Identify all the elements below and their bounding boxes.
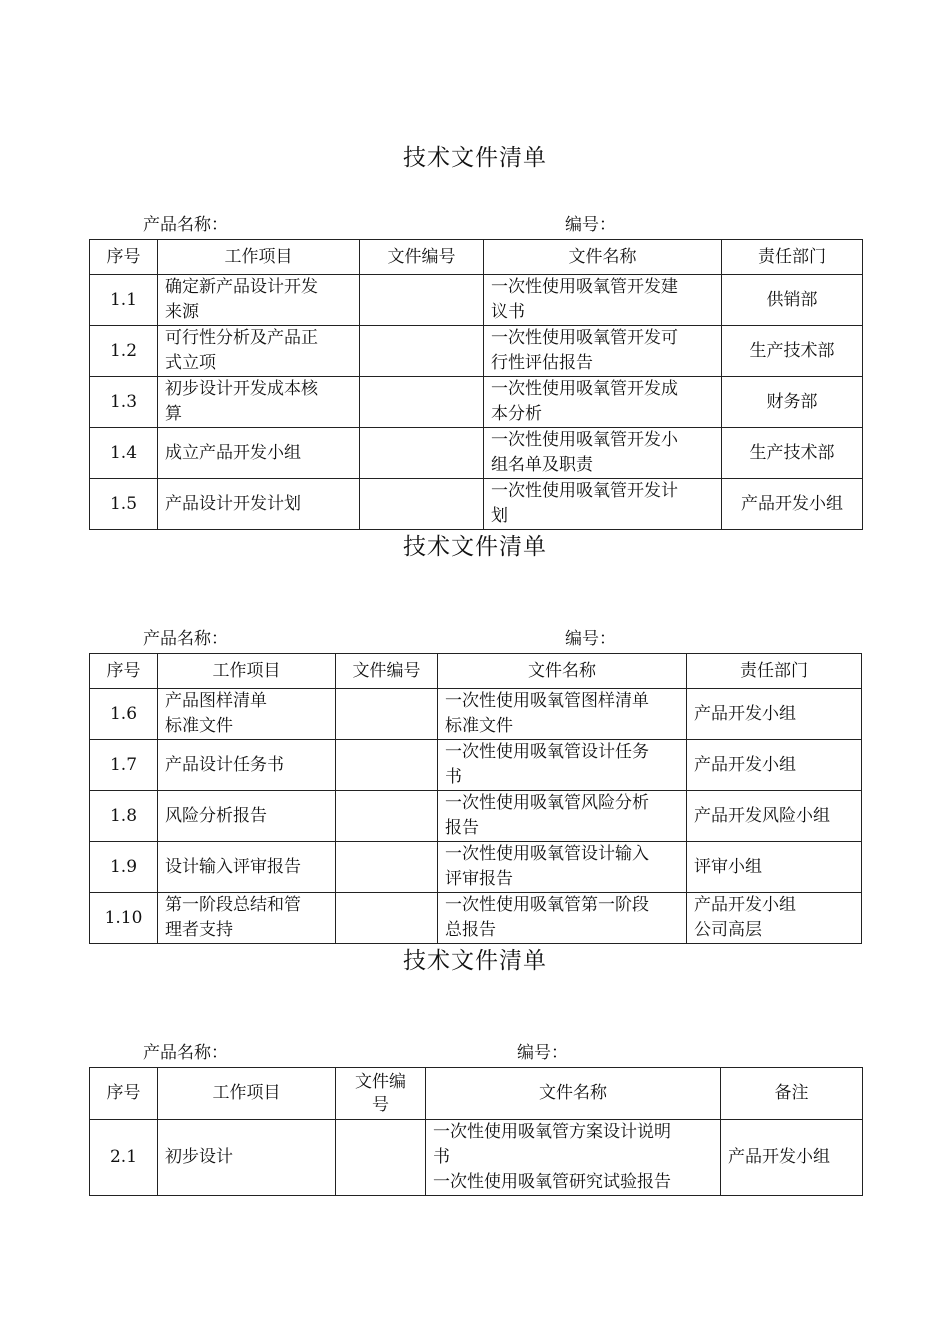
table-row xyxy=(90,842,862,893)
header-item: 工作项目 xyxy=(158,1068,336,1120)
table-row xyxy=(90,740,862,791)
cell-dept: 产品开发小组 xyxy=(722,479,863,530)
cell-file-name: 一次性使用吸氧管风险分析 报告 xyxy=(438,791,687,842)
cell-file-code xyxy=(336,1120,426,1196)
cell-file-code xyxy=(360,275,484,326)
cell-file-name: 一次性使用吸氧管开发建 议书 xyxy=(484,275,722,326)
header-file-name: 文件名称 xyxy=(438,654,687,689)
table-row xyxy=(90,1120,863,1196)
table-header-row xyxy=(90,240,863,275)
cell-item: 产品图样清单 标准文件 xyxy=(158,689,336,740)
section-2-table xyxy=(89,653,862,944)
cell-file-name: 一次性使用吸氧管开发小 组名单及职责 xyxy=(484,428,722,479)
cell-seq: 1.9 xyxy=(90,842,158,893)
cell-seq: 1.6 xyxy=(90,689,158,740)
cell-item: 产品设计开发计划 xyxy=(158,479,360,530)
cell-dept: 产品开发风险小组 xyxy=(687,791,862,842)
cell-file-name: 一次性使用吸氧管第一阶段 总报告 xyxy=(438,893,687,944)
cell-item: 成立产品开发小组 xyxy=(158,428,360,479)
section-1-product-name-label: 产品名称： xyxy=(143,215,228,235)
cell-seq: 1.5 xyxy=(90,479,158,530)
cell-file-name: 一次性使用吸氧管设计任务 书 xyxy=(438,740,687,791)
cell-seq: 1.8 xyxy=(90,791,158,842)
section-2-number-label: 编号： xyxy=(565,629,616,649)
table-row xyxy=(90,377,863,428)
cell-dept: 产品开发小组 xyxy=(687,689,862,740)
cell-dept: 产品开发小组 xyxy=(687,740,862,791)
header-file-code: 文件编号 xyxy=(360,240,484,275)
table-header-row xyxy=(90,1068,863,1120)
cell-file-code xyxy=(360,326,484,377)
cell-seq: 1.7 xyxy=(90,740,158,791)
section-2-product-name-label: 产品名称： xyxy=(143,629,228,649)
cell-file-code xyxy=(336,842,438,893)
section-1-title: 技术文件清单 xyxy=(403,145,547,171)
section-2-title: 技术文件清单 xyxy=(403,534,547,560)
cell-file-code xyxy=(360,479,484,530)
cell-remark: 产品开发小组 xyxy=(721,1120,863,1196)
section-3-table xyxy=(89,1067,863,1196)
table-row xyxy=(90,893,862,944)
section-1-number-label: 编号： xyxy=(565,215,616,235)
cell-seq: 1.2 xyxy=(90,326,158,377)
section-3-title: 技术文件清单 xyxy=(403,948,547,974)
cell-file-code xyxy=(336,893,438,944)
cell-dept: 生产技术部 xyxy=(722,428,863,479)
cell-file-name: 一次性使用吸氧管图样清单 标准文件 xyxy=(438,689,687,740)
cell-item: 第一阶段总结和管 理者支持 xyxy=(158,893,336,944)
cell-item: 初步设计 xyxy=(158,1120,336,1196)
cell-seq: 2.1 xyxy=(90,1120,158,1196)
table-row xyxy=(90,428,863,479)
cell-item: 产品设计任务书 xyxy=(158,740,336,791)
section-3-number-label: 编号： xyxy=(517,1043,568,1063)
table-row xyxy=(90,326,863,377)
cell-file-code xyxy=(360,377,484,428)
cell-dept: 供销部 xyxy=(722,275,863,326)
cell-file-name: 一次性使用吸氧管开发成 本分析 xyxy=(484,377,722,428)
table-row xyxy=(90,791,862,842)
cell-item: 风险分析报告 xyxy=(158,791,336,842)
cell-file-code xyxy=(336,689,438,740)
table-row xyxy=(90,689,862,740)
cell-item: 确定新产品设计开发 来源 xyxy=(158,275,360,326)
cell-file-name: 一次性使用吸氧管设计输入 评审报告 xyxy=(438,842,687,893)
cell-file-name: 一次性使用吸氧管开发可 行性评估报告 xyxy=(484,326,722,377)
header-item: 工作项目 xyxy=(158,240,360,275)
section-1-table xyxy=(89,239,863,530)
cell-file-code xyxy=(336,791,438,842)
cell-dept: 生产技术部 xyxy=(722,326,863,377)
table-row xyxy=(90,275,863,326)
header-dept: 责任部门 xyxy=(722,240,863,275)
cell-item: 可行性分析及产品正 式立项 xyxy=(158,326,360,377)
header-file-code: 文件编 号 xyxy=(336,1068,426,1120)
cell-file-code xyxy=(336,740,438,791)
cell-seq: 1.3 xyxy=(90,377,158,428)
header-file-name: 文件名称 xyxy=(484,240,722,275)
table-row xyxy=(90,479,863,530)
header-file-code: 文件编号 xyxy=(336,654,438,689)
cell-dept: 财务部 xyxy=(722,377,863,428)
cell-seq: 1.4 xyxy=(90,428,158,479)
header-item: 工作项目 xyxy=(158,654,336,689)
cell-dept: 产品开发小组 公司高层 xyxy=(687,893,862,944)
header-file-name: 文件名称 xyxy=(426,1068,721,1120)
header-seq: 序号 xyxy=(90,654,158,689)
cell-file-name: 一次性使用吸氧管开发计 划 xyxy=(484,479,722,530)
section-3-product-name-label: 产品名称： xyxy=(143,1043,228,1063)
table-header-row xyxy=(90,654,862,689)
cell-dept: 评审小组 xyxy=(687,842,862,893)
cell-seq: 1.1 xyxy=(90,275,158,326)
header-remark: 备注 xyxy=(721,1068,863,1120)
header-seq: 序号 xyxy=(90,240,158,275)
header-dept: 责任部门 xyxy=(687,654,862,689)
cell-file-name: 一次性使用吸氧管方案设计说明 书 一次性使用吸氧管研究试验报告 xyxy=(426,1120,721,1196)
cell-seq: 1.10 xyxy=(90,893,158,944)
cell-item: 初步设计开发成本核 算 xyxy=(158,377,360,428)
header-seq: 序号 xyxy=(90,1068,158,1120)
cell-file-code xyxy=(360,428,484,479)
cell-item: 设计输入评审报告 xyxy=(158,842,336,893)
